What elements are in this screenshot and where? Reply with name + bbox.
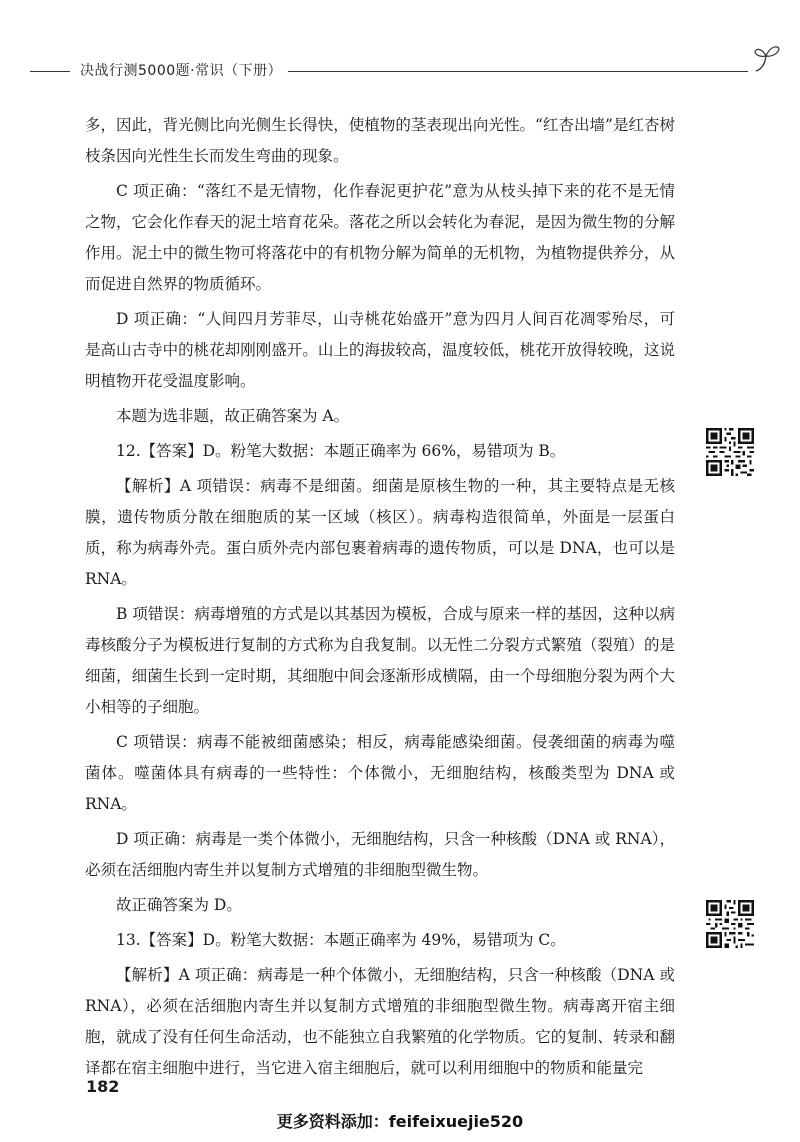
- header-rule-left: [30, 71, 70, 72]
- qr-code-icon[interactable]: [706, 428, 754, 476]
- analysis-13-a: 【解析】A 项正确：病毒是一种个体微小，无细胞结构，只含一种核酸（DNA 或 RNA），必须在活细胞内寄生并以复制方式增殖的非细胞型微生物。病毒离开宿主细胞，就成了没有任何生命活动，也不能独立自我繁殖的化学物质。它的复制、转录和翻译都在宿主细胞中进行，当它进入宿主细胞后，就可以利用细胞中的物质和能量完: [85, 966, 675, 1077]
- qr-code-icon[interactable]: [706, 900, 754, 948]
- footer-watermark: 更多资料添加：feifeixuejie520: [276, 1112, 524, 1131]
- paragraph-continuation: 多，因此，背光侧比向光侧生长得快，使植物的茎表现出向光性。“红杏出墙”是红杏树枝条因向光性生长而发生弯曲的现象。: [85, 116, 675, 165]
- running-header: [30, 58, 770, 82]
- sprout-icon: [752, 42, 782, 72]
- header-rule-right: [288, 71, 748, 72]
- analysis-12-c: C 项错误：病毒不能被细菌感染；相反，病毒能感染细菌。侵袭细菌的病毒为噬菌体。噬菌体具有病毒的一些特性：个体微小，无细胞结构，核酸类型为 DNA 或 RNA。: [85, 733, 675, 813]
- analysis-12-b: B 项错误：病毒增殖的方式是以其基因为模板，合成与原来一样的基因，这种以病毒核酸分子为模板进行复制的方式称为自我复制。以无性二分裂方式繁殖（裂殖）的是细菌，细菌生长到一定时期，其细胞中间会逐渐形成横隔，由一个母细胞分裂为两个大小相等的子细胞。: [85, 605, 675, 716]
- conclusion-12: 故正确答案为 D。: [116, 896, 242, 914]
- paragraph-conclusion: 本题为选非题，故正确答案为 A。: [116, 407, 350, 425]
- page-number: 182: [86, 1077, 120, 1096]
- header-title: 决战行测5000题·常识（下册）: [80, 63, 283, 79]
- answer-explanation-text: [85, 110, 675, 1088]
- analysis-12-a: 【解析】A 项错误：病毒不是细菌。细菌是原核生物的一种，其主要特点是无核膜，遗传物质分散在细胞质的某一区域（核区）。病毒构造很简单，外面是一层蛋白质，称为病毒外壳。蛋白质外壳内部包裹着病毒的遗传物质，可以是 DNA，也可以是 RNA。: [85, 477, 675, 588]
- answer-12: 12.【答案】D。粉笔大数据：本题正确率为 66%，易错项为 B。: [116, 442, 566, 460]
- paragraph-option-d: D 项正确：“人间四月芳菲尽，山寺桃花始盛开”意为四月人间百花凋零殆尽，可是高山古寺中的桃花却刚刚盛开。山上的海拔较高，温度较低，桃花开放得较晚，这说明植物开花受温度影响。: [85, 310, 675, 390]
- paragraph-option-c: C 项正确：“落红不是无情物，化作春泥更护花”意为从枝头掉下来的花不是无情之物，它会化作春天的泥土培育花朵。落花之所以会转化为春泥，是因为微生物的分解作用。泥土中的微生物可将落花中的有机物分解为简单的无机物，为植物提供养分，从而促进自然界的物质循环。: [85, 182, 675, 293]
- answer-13: 13.【答案】D。粉笔大数据：本题正确率为 49%，易错项为 C。: [116, 931, 566, 949]
- analysis-12-d: D 项正确：病毒是一类个体微小，无细胞结构，只含一种核酸（DNA 或 RNA），必须在活细胞内寄生并以复制方式增殖的非细胞型微生物。: [85, 830, 675, 879]
